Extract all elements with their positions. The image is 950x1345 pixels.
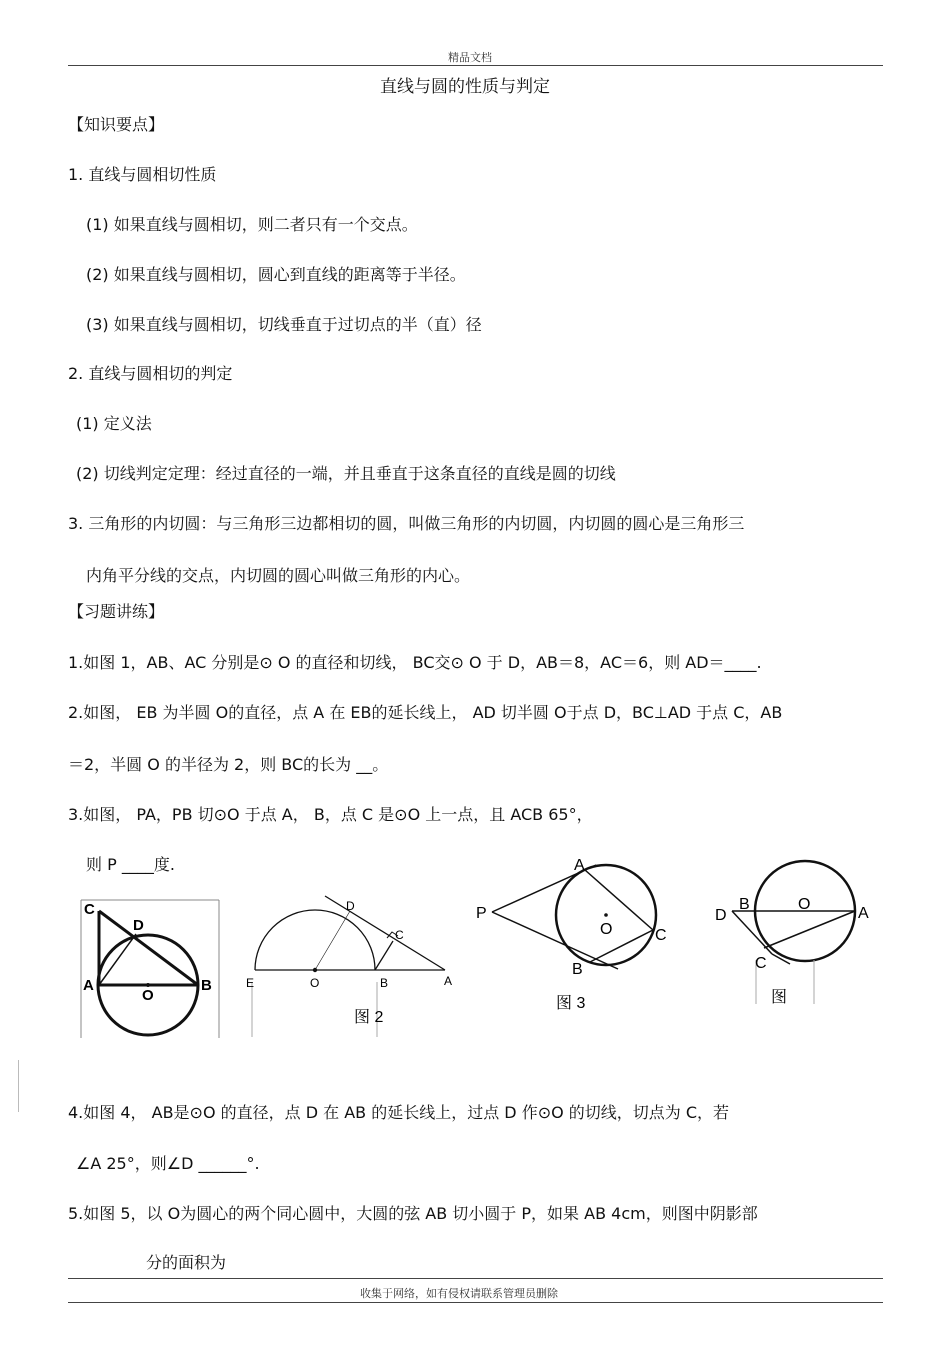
page-title: 直线与圆的性质与判定 <box>380 77 550 97</box>
section-heading-knowledge: 【知识要点】 <box>68 115 165 134</box>
problem-line: 则 P ____度. <box>86 855 175 874</box>
fig2-label: C <box>395 928 404 942</box>
fig2-label: E <box>246 976 255 990</box>
fig3-label: O <box>600 921 613 938</box>
footer-label: 收集于网络，如有侵权请联系管理员删除 <box>360 1287 558 1300</box>
fig4-label: B <box>739 896 750 913</box>
fig3-label: A <box>574 857 585 874</box>
knowledge-item: 1. 直线与圆相切性质 <box>68 165 217 184</box>
fig3-label: P <box>476 905 487 922</box>
knowledge-item: 2. 直线与圆相切的判定 <box>68 364 233 383</box>
problem-line: ＝2，半圆 O 的半径为 2，则 BC的长为 __。 <box>68 755 389 774</box>
knowledge-item: (1) 定义法 <box>76 414 152 433</box>
section-heading-exercises: 【习题讲练】 <box>68 602 165 621</box>
fig2-caption: 图 2 <box>354 1009 384 1026</box>
fig4-caption: 图 <box>771 989 788 1006</box>
fig4-label: O <box>798 896 811 913</box>
fig1-label: C <box>84 901 95 918</box>
fig3-label: C <box>655 927 667 944</box>
problem-line: 1.如图 1，AB、AC 分别是⊙ O 的直径和切线， BC交⊙ O 于 D，AB＝8，AC＝6，则 AD＝____. <box>68 653 762 672</box>
fig2-label: B <box>380 976 389 990</box>
footer-rule-bottom <box>68 1302 883 1303</box>
knowledge-item: (2) 如果直线与圆相切，圆心到直线的距离等于半径。 <box>86 265 466 284</box>
problem-line: 4.如图 4， AB是⊙O 的直径，点 D 在 AB 的延长线上，过点 D 作⊙O 的切线，切点为 C，若 <box>68 1103 730 1122</box>
problem-line: 分的面积为 <box>146 1253 227 1272</box>
fig3-label: B <box>572 961 583 978</box>
problem-line: 5.如图 5，以 O为圆心的两个同心圆中，大圆的弦 AB 切小圆于 P，如果 AB 4cm，则图中阴影部 <box>68 1204 758 1223</box>
fig4-label: D <box>715 907 727 924</box>
fig1-label: D <box>133 917 144 934</box>
knowledge-item: (2) 切线判定定理：经过直径的一端，并且垂直于这条直径的直线是圆的切线 <box>76 464 616 483</box>
problem-line: 2.如图， EB 为半圆 O的直径，点 A 在 EB的延长线上， AD 切半圆 O于点 D，BC⊥AD 于点 C，AB <box>68 703 783 722</box>
fig2-label: D <box>346 899 355 913</box>
knowledge-item: (3) 如果直线与圆相切，切线垂直于过切点的半（直）径 <box>86 315 482 334</box>
fig1-label: A <box>83 977 94 994</box>
knowledge-item: 内角平分线的交点，内切圆的圆心叫做三角形的内心。 <box>86 566 471 585</box>
figure-1 <box>80 896 222 1042</box>
footer-rule-top <box>68 1278 883 1279</box>
problem-line: 3.如图， PA，PB 切⊙O 于点 A， B，点 C 是⊙O 上一点，且 ACB 65°， <box>68 805 593 824</box>
fig1-label: B <box>201 977 212 994</box>
knowledge-item: 3. 三角形的内切圆：与三角形三边都相切的圆，叫做三角形的内切圆，内切圆的圆心是三角形三 <box>68 514 745 533</box>
margin-mark <box>18 1060 19 1112</box>
fig1-label: O <box>142 987 154 1004</box>
knowledge-item: (1) 如果直线与圆相切，则二者只有一个交点。 <box>86 215 418 234</box>
fig3-caption: 图 3 <box>556 995 586 1012</box>
figure-2 <box>240 892 470 1042</box>
fig4-label: C <box>755 955 767 972</box>
fig4-label: A <box>858 905 869 922</box>
figure-4 <box>708 856 888 1016</box>
problem-line: ∠A 25°，则∠D ______°. <box>76 1154 260 1173</box>
header-label: 精品文档 <box>448 51 492 64</box>
header-rule <box>68 65 883 66</box>
fig2-label: O <box>310 976 320 990</box>
figure-3 <box>470 852 680 1022</box>
fig2-label: A <box>444 974 453 988</box>
